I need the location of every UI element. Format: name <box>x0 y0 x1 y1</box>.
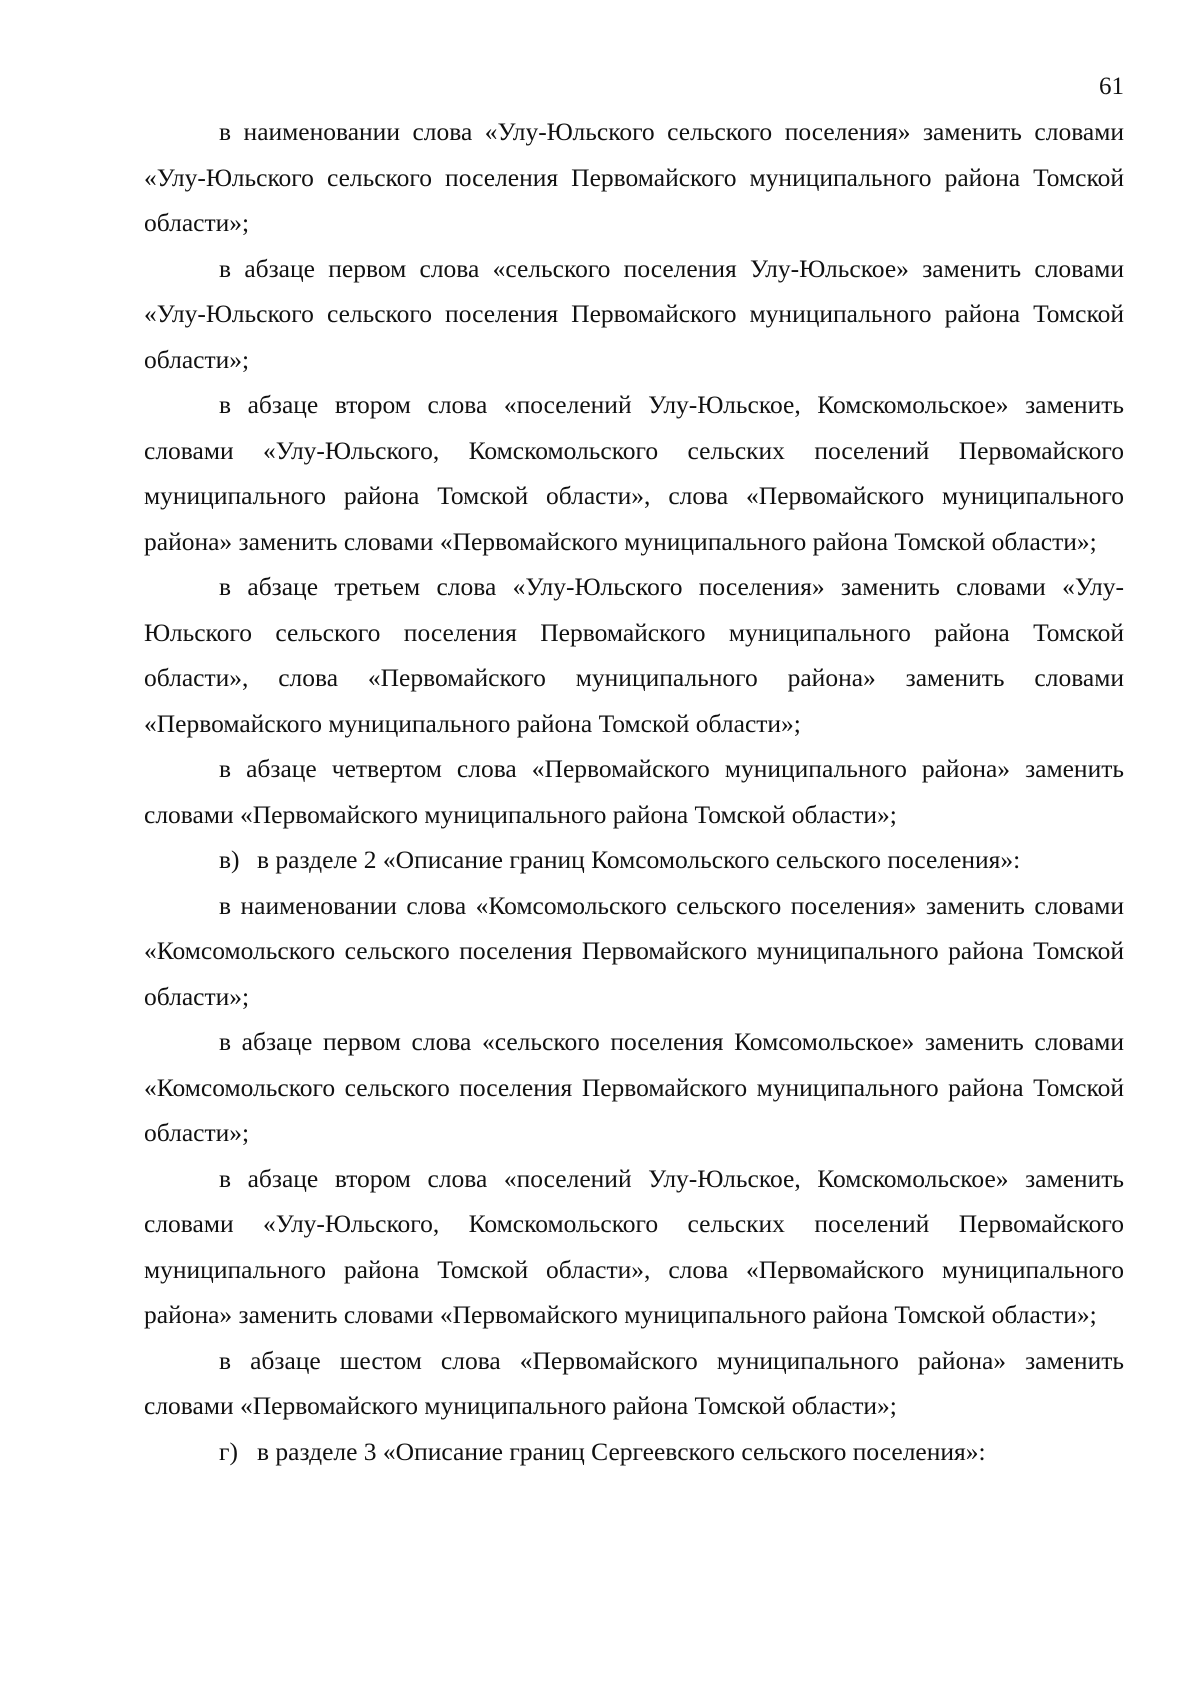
paragraph: в наименовании слова «Комсомольского сельского поселения» заменить словами «Комсомольского сельского поселения Первомайского муниципального района Томской области»; <box>144 890 1124 1011</box>
list-item-text: в разделе 3 «Описание границ Сергеевского сельского поселения»: <box>257 1436 986 1466</box>
list-item-paragraph <box>144 837 1124 883</box>
list-item-text: в разделе 2 «Описание границ Комсомольского сельского поселения»: <box>257 845 1021 874</box>
paragraph: в абзаце втором слова «поселений Улу-Юльское, Комскомольское» заменить словами «Улу-Юльского, Комскомольского сельских поселений Первомайского муниципального района Томской области», слова «Первомайского муниципального района» заменить словами «Первомайского муниципального района Томской области»; <box>144 1163 1124 1329</box>
paragraph: в наименовании слова «Улу-Юльского сельского поселения» заменить словами «Улу-Юльского сельского поселения Первомайского муниципального района Томской области»; <box>144 117 1124 237</box>
paragraph: в абзаце втором слова «поселений Улу-Юльское, Комскомольское» заменить словами «Улу-Юльского, Комскомольского сельских поселений Первомайского муниципального района Томской области», слова «Первомайского муниципального района» заменить словами «Первомайского муниципального района Томской области»; <box>144 390 1124 556</box>
paragraph: в абзаце третьем слова «Улу-Юльского поселения» заменить словами «Улу-Юльского сельского поселения Первомайского муниципального района Томской области», слова «Первомайского муниципального района» заменить словами «Первомайского муниципального района Томской области»; <box>144 572 1124 738</box>
list-item-marker: г) <box>219 1436 238 1466</box>
paragraph: в абзаце шестом слова «Первомайского муниципального района» заменить словами «Первомайского муниципального района Томской области»; <box>144 1345 1124 1420</box>
list-item-marker: в) <box>219 845 240 874</box>
paragraph: в абзаце четвертом слова «Первомайского муниципального района» заменить словами «Первомайского муниципального района Томской области»; <box>144 754 1124 829</box>
page-number: 61 <box>1099 73 1124 100</box>
paragraph: в абзаце первом слова «сельского поселения Комсомольское» заменить словами «Комсомольского сельского поселения Первомайского муниципального района Томской области»; <box>144 1027 1124 1147</box>
document-body <box>144 109 1124 1474</box>
paragraph: в абзаце первом слова «сельского поселения Улу-Юльское» заменить словами «Улу-Юльского сельского поселения Первомайского муниципального района Томской области»; <box>144 253 1124 374</box>
list-item-paragraph <box>144 1429 1124 1475</box>
